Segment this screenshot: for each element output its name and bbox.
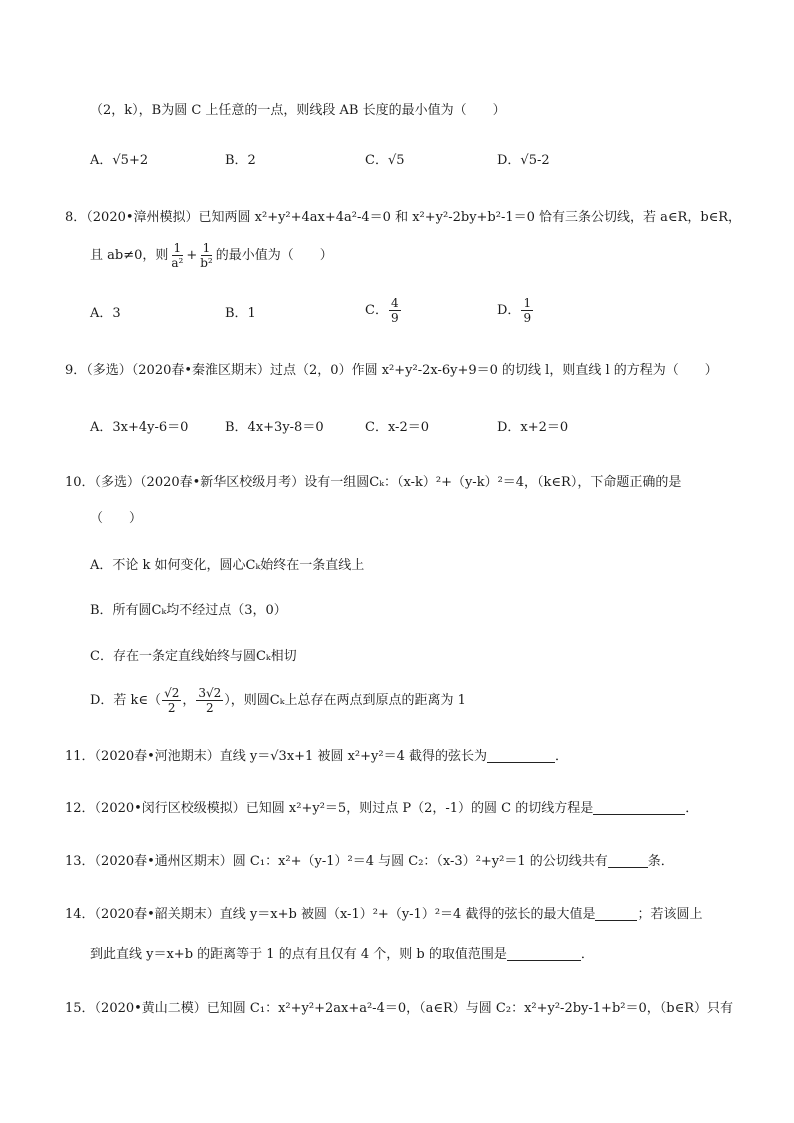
q8-fraction-1 bbox=[169, 241, 185, 270]
q8-fraction-2 bbox=[198, 241, 215, 270]
fraction-denominator: 9 bbox=[390, 311, 399, 325]
q10-option-d bbox=[90, 686, 466, 715]
q10-option-d-fraction-1 bbox=[162, 686, 181, 715]
q8-line1: 8．（2020•漳州模拟）已知两圆 x²+y²+4ax+4a²-4＝0 和 x²+y²-2by+b²-1＝0 恰有三条公切线，若 a∈R，b∈R， bbox=[65, 210, 742, 225]
fraction-denominator: a² bbox=[171, 256, 184, 270]
q8-option-a: A．3 bbox=[90, 306, 121, 321]
fraction-numerator: 1 bbox=[523, 296, 532, 310]
q7-option-c: C．√5 bbox=[365, 153, 405, 168]
q14-line1 bbox=[65, 906, 702, 924]
q8-line2 bbox=[90, 241, 333, 270]
q8-line2-pre: 且 ab≠0，则 bbox=[90, 247, 169, 263]
q7-option-b: B．2 bbox=[225, 153, 256, 168]
q14-text-1-end: ；若该圆上 bbox=[637, 907, 703, 922]
plus-sign: + bbox=[186, 247, 198, 263]
fraction-numerator: 3√2 bbox=[198, 686, 222, 700]
q14-text-2-end: ． bbox=[580, 947, 594, 962]
answer-blank[interactable] bbox=[487, 748, 555, 763]
q8-option-c-fraction bbox=[389, 296, 401, 325]
q8-option-c bbox=[365, 296, 402, 325]
fraction-numerator: 4 bbox=[390, 296, 399, 310]
q9-option-a: A．3x+4y-6＝0 bbox=[90, 420, 189, 435]
q13-text: 13．（2020春•通州区期末）圆 C₁：x²+（y-1）²＝4 与圆 C₂：（x-3）²+y²＝1 的公切线共有 bbox=[65, 854, 608, 869]
q10-option-d-pre: D．若 k∈（ bbox=[90, 692, 162, 708]
fraction-numerator: √2 bbox=[164, 686, 180, 700]
q11-end: ． bbox=[554, 749, 568, 764]
q9-option-c: C．x-2＝0 bbox=[365, 420, 429, 435]
answer-blank[interactable] bbox=[608, 853, 648, 868]
q13-end: 条． bbox=[647, 854, 674, 869]
answer-blank[interactable] bbox=[595, 906, 637, 921]
fraction-denominator: b² bbox=[200, 256, 213, 270]
q10-option-d-fraction-2 bbox=[196, 686, 223, 715]
q12-text: 12．（2020•闵行区校级模拟）已知圆 x²+y²＝5，则过点 P（2，-1）的圆 C 的切线方程是 bbox=[65, 801, 594, 816]
fraction-numerator: 1 bbox=[202, 241, 211, 255]
option-label: D． bbox=[497, 302, 521, 318]
q11-text: 11．（2020春•河池期末）直线 y＝√3x+1 被圆 x²+y²＝4 截得的弦长为 bbox=[65, 749, 487, 764]
option-label: C． bbox=[365, 302, 388, 318]
q7-option-d: D．√5-2 bbox=[497, 153, 550, 168]
q7-option-a: A．√5+2 bbox=[90, 153, 149, 168]
q12-end: ． bbox=[685, 801, 699, 816]
q8-option-b: B．1 bbox=[225, 306, 256, 321]
fraction-denominator: 2 bbox=[206, 701, 214, 715]
fraction-denominator: 9 bbox=[523, 311, 532, 325]
q14-line2 bbox=[90, 946, 594, 964]
q10-option-a: A．不论 k 如何变化，圆心Cₖ始终在一条直线上 bbox=[90, 558, 365, 573]
q13 bbox=[65, 853, 674, 871]
q9-option-b: B．4x+3y-8＝0 bbox=[225, 420, 324, 435]
q10-line2: （ ） bbox=[90, 511, 143, 526]
q14-text-1: 14．（2020春•韶关期末）直线 y＝x+b 被圆（x-1）²+（y-1）²＝4 截得的弦长的最大值是 bbox=[65, 907, 596, 922]
q15-line1: 15．（2020•黄山二模）已知圆 C₁：x²+y²+2ax+a²-4＝0，（a∈R）与圆 C₂：x²+y²-2by-1+b²＝0，（b∈R）只有 bbox=[65, 1001, 733, 1016]
fraction-numerator: 1 bbox=[173, 241, 182, 255]
fraction-denominator: 2 bbox=[167, 701, 176, 715]
answer-blank[interactable] bbox=[593, 800, 685, 815]
q14-text-2: 到此直线 y＝x+b 的距离等于 1 的点有且仅有 4 个，则 b 的取值范围是 bbox=[90, 947, 507, 962]
q8-option-d-fraction bbox=[521, 296, 533, 325]
q9-line1: 9．（多选）（2020春•秦淮区期末）过点（2，0）作圆 x²+y²-2x-6y+9＝0 的切线 l，则直线 l 的方程为（ ） bbox=[65, 363, 718, 378]
q10-line1: 10．（多选）（2020春•新华区校级月考）设有一组圆Cₖ：（x-k）²+（y-k）²＝4，（k∈R），下命题正确的是 bbox=[65, 475, 682, 490]
comma: ， bbox=[182, 692, 196, 708]
answer-blank[interactable] bbox=[507, 946, 581, 961]
q12 bbox=[65, 800, 698, 818]
q8-option-d bbox=[497, 296, 534, 325]
q8-line2-post: 的最小值为（ ） bbox=[215, 247, 333, 263]
q11 bbox=[65, 748, 568, 766]
q10-option-b: B．所有圆Cₖ均不经过点（3，0） bbox=[90, 603, 287, 618]
q7-continuation: （2，k），B为圆 C 上任意的一点，则线段 AB 长度的最小值为（ ） bbox=[90, 103, 506, 118]
q9-option-d: D．x+2＝0 bbox=[497, 420, 569, 435]
q10-option-d-post: ），则圆Cₖ上总存在两点到原点的距离为 1 bbox=[224, 692, 466, 708]
q10-option-c: C．存在一条定直线始终与圆Cₖ相切 bbox=[90, 649, 297, 664]
